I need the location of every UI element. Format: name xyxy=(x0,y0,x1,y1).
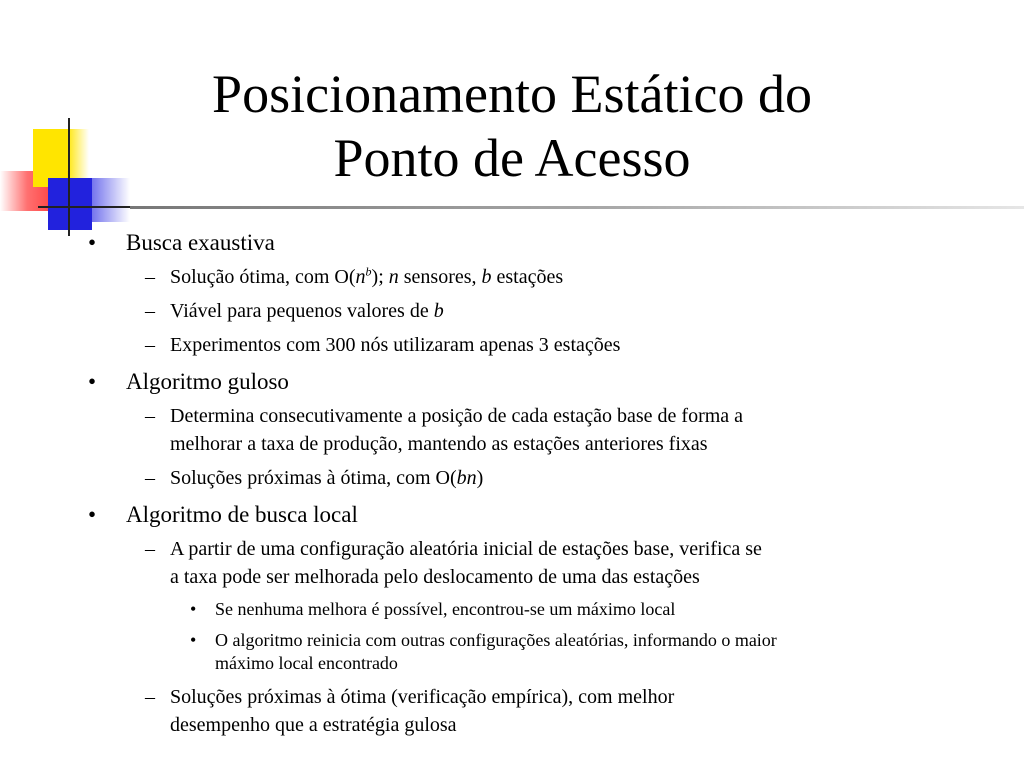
bullet-dot: • xyxy=(88,502,97,527)
bullet-dash: – xyxy=(145,467,155,489)
subitem-text-line-2: máximo local encontrado xyxy=(215,653,398,673)
item-text: Experimentos com 300 nós utilizaram apenas 3 estações xyxy=(170,334,621,356)
bullet-dash: – xyxy=(145,266,155,288)
heading-busca-local: Algoritmo de busca local xyxy=(126,502,358,527)
bullet-dot: • xyxy=(88,230,97,255)
bullet-dot: • xyxy=(88,369,97,394)
title-line-2: Ponto de Acesso xyxy=(333,128,691,188)
item-text-line-2: melhorar a taxa de produção, mantendo as estações anteriores fixas xyxy=(170,433,708,455)
bullet-small-dot: • xyxy=(190,630,197,650)
heading-busca-exaustiva: Busca exaustiva xyxy=(126,230,275,255)
bullet-dash: – xyxy=(145,334,155,356)
bullet-small-dot: • xyxy=(190,599,197,619)
bullet-dash: – xyxy=(145,538,155,560)
heading-algoritmo-guloso: Algoritmo guloso xyxy=(126,369,289,394)
item-text: Soluções próximas à ótima, com O(bn) xyxy=(170,467,484,489)
item-text-line-1: Determina consecutivamente a posição de cada estação base de forma a xyxy=(170,405,744,427)
subitem-text-line-1: O algoritmo reinicia com outras configurações aleatórias, informando o maior xyxy=(215,630,777,650)
bullet-dash: – xyxy=(145,300,155,322)
item-text: Viável para pequenos valores de b xyxy=(170,300,444,322)
bullet-dash: – xyxy=(145,686,155,708)
item-text-line-1: Soluções próximas à ótima (verificação empírica), com melhor xyxy=(170,686,675,708)
title-line-1: Posicionamento Estático do xyxy=(212,64,812,124)
item-text: Solução ótima, com $O(n^b)$; n sensores, b estações xyxy=(170,264,564,288)
item-text-line-1: A partir de uma configuração aleatória inicial de estações base, verifica se xyxy=(170,538,762,560)
item-text-line-2: a taxa pode ser melhorada pelo deslocamento de uma das estações xyxy=(170,566,700,588)
item-text-line-2: desempenho que a estratégia gulosa xyxy=(170,714,457,736)
bullet-dash: – xyxy=(145,405,155,427)
subitem-text: Se nenhuma melhora é possível, encontrou-se um máximo local xyxy=(215,599,676,619)
